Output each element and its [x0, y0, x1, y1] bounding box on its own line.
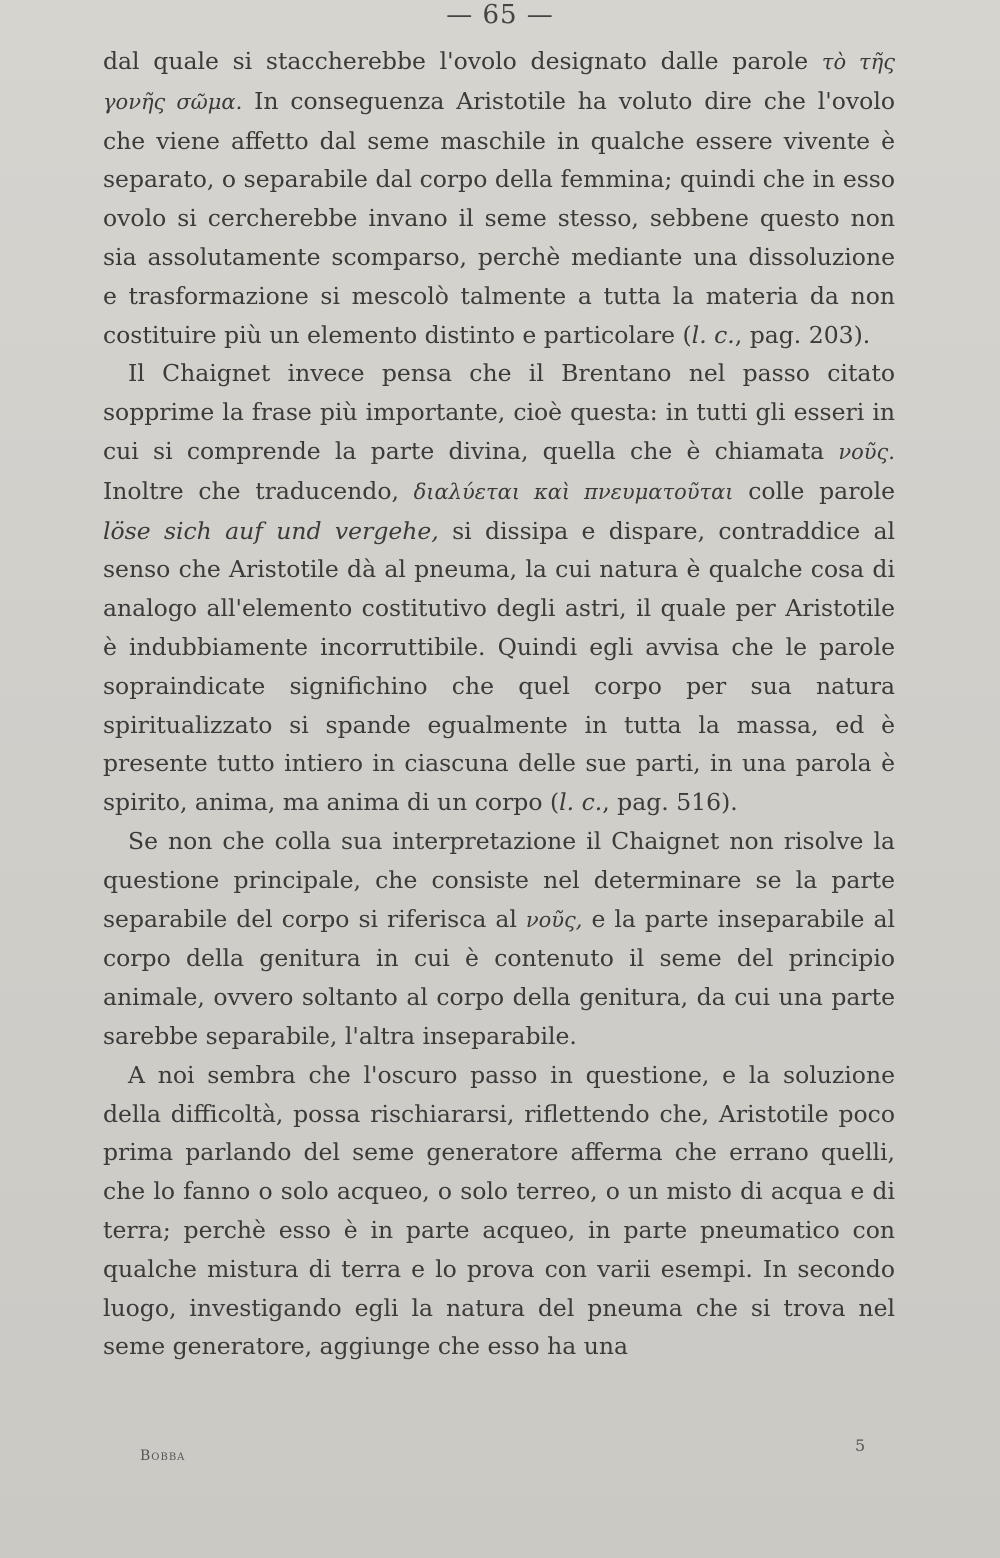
paragraph-2-text-c: colle parole	[733, 476, 895, 505]
signature-number: 5	[855, 1436, 866, 1455]
paragraph-2-text-b: Inoltre che traducendo,	[103, 476, 414, 505]
paragraph-2	[103, 354, 895, 822]
german-phrase: löse sich auf und vergehe,	[103, 516, 439, 545]
paragraph-2-text-e: , pag. 516).	[602, 788, 738, 817]
body-text	[103, 42, 895, 1366]
paragraph-3-text-b: e la parte inseparabile al corpo della genitura in cui è contenuto il seme del principio animale, ovvero soltanto al corpo della genitura, da cui una parte sarebbe separabile, l'altra inseparabile.	[103, 904, 895, 1050]
paragraph-1-text-b: In conseguenza Aristotile ha voluto dire che l'ovolo che viene affetto dal seme maschile in qualche essere vivente è separato, o separabile dal corpo della femmina; quindi che in esso ovolo si cercherebbe invano il seme stesso, sebbene questo non sia assolutamente scomparso, perchè mediante una dissoluzione e trasformazione si mescolò talmente a tutta la materia da non costituire più un elemento distinto e particolare (	[103, 86, 895, 349]
paragraph-3-text-a: Se non che colla sua interpretazione il Chaignet non risolve la questione principale, che consiste nel determinare se la parte separabile del corpo si riferisca al	[103, 826, 895, 933]
greek-phrase: τὸ τῆς γονῆς σῶμα.	[103, 50, 895, 114]
greek-phrase: διαλύεται καὶ πνευματοῦται	[413, 479, 734, 504]
printer-signature: Bobba	[140, 1448, 186, 1464]
paragraph-4	[103, 1056, 895, 1366]
page-number: — 65 —	[446, 0, 554, 30]
paragraph-1	[103, 42, 895, 354]
paragraph-2-text-a: Il Chaignet invece pensa che il Brentano nel passo citato sopprime la frase più importante, cioè questa: in tutti gli esseri in cui si comprende la parte divina, quella che è chiamata	[103, 359, 895, 465]
citation-abbrev: l. c.	[559, 788, 603, 817]
paragraph-1-text-a: dal quale si staccherebbe l'ovolo designato dalle parole	[103, 47, 822, 75]
greek-word: νοῦς,	[525, 907, 583, 932]
paragraph-2-text-d: si dissipa e dispare, contraddice al senso che Aristotile dà al pneuma, la cui natura è qualche cosa di analogo all'elemento costitutivo degli astri, il quale per Aristotile è indubbiamente incorruttibile. Quindi egli avvisa che le parole sopraindicate significhino che quel corpo per sua natura spiritualizzato si spande egualmente in tutta la massa, ed è presente tutto intiero in ciascuna delle sue parti, in una parola è spirito, anima, ma anima di un corpo (	[103, 516, 896, 817]
greek-word: νοῦς.	[838, 439, 895, 464]
paragraph-4-text: A noi sembra che l'oscuro passo in questione, e la soluzione della difficoltà, possa rischiararsi, riflettendo che, Aristotile poco prima parlando del seme generatore afferma che errano quelli, che lo fanno o solo acqueo, o solo terreo, o un misto di acqua e di terra; perchè esso è in parte acqueo, in parte pneumatico con qualche mistura di terra e lo prova con varii esempi. In secondo luogo, investigando egli la natura del pneuma che si trova nel seme generatore, aggiunge che esso ha una	[103, 1060, 895, 1361]
paragraph-3	[103, 822, 895, 1056]
paragraph-1-text-c: , pag. 203).	[734, 320, 871, 349]
citation-abbrev: l. c.	[691, 320, 735, 349]
